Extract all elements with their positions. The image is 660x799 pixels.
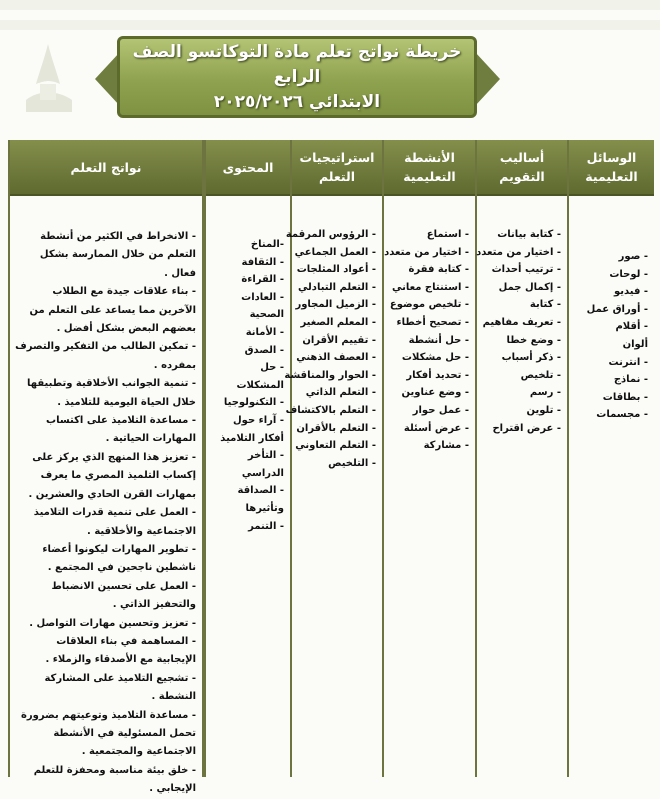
decorative-ornament-icon [18,40,78,120]
list-item: - مساعدة التلاميذ وتوعيتهم بضرورة تحمل المسئولية في الأنشطة الاجتماعية والمجتمعية . [21,709,196,758]
list-item: - استنتاج معاني [391,281,469,293]
list-item: - تشجيع التلاميذ على المشاركة النشطة . [44,672,196,703]
list-item: - مجسمات [596,409,648,421]
list-item: - التعلم بالأقران [296,422,376,434]
list-item: - إكمال جمل [498,281,561,293]
list-item: - القراءة [241,274,284,286]
list-item: - نماذج [613,374,648,386]
list-item: - العمل الجماعي [294,246,376,258]
column-body [284,196,382,777]
column-header: أساليب التقويم [477,140,567,196]
list-item: - مشاركة [423,440,469,452]
list-item: - الصداقة وتأثيرها [237,485,284,514]
column-header: المحتوى [206,140,290,196]
column-assessment [475,140,567,777]
list-item: - أعواد المثلجات [296,264,376,276]
column-activities [382,140,475,777]
column-content [204,140,290,777]
list-item: - رسم [529,387,561,399]
column-learning-outcomes [8,140,204,795]
list-item: - تعزيز وتحسين مهارات التواصل . [29,617,196,629]
list-item: - خلق بيئة مناسبة ومحفزة للتعلم الإيجابي . [33,764,196,795]
column-body [206,196,290,777]
list-item: - اختيار من متعدد [476,246,561,258]
list-item: - لوحات [609,268,648,280]
list-item: - انترنت [608,356,648,368]
column-header: نواتج التعلم [10,140,202,196]
list-item: - تلخيص موضوع [389,299,469,311]
column-body [477,196,567,777]
list-item: - كتابة فقرة [408,264,469,276]
list-item: - الثقافة [241,256,284,268]
list-item: - استماع [426,229,469,240]
column-teaching-aids [567,140,654,777]
list-item: - التعلم التبادلي [297,281,376,293]
list-item: - ذكر أسباب [501,352,561,364]
list-item: - حل المشكلات [236,362,284,391]
list-item: - وضع خطا [506,334,561,346]
list-item: - العمل على تنمية قدرات التلاميذ الاجتماعية والأخلاقية . [33,507,196,537]
list-item: - كتابة [529,299,561,311]
title-banner [95,32,500,122]
list-item: - عرض اقتراح [492,422,561,434]
list-item: - عمل حوار [412,404,469,416]
list-item: - الانخراط في الكثير من أنشطة التعلم من خلال الممارسة بشكل فعال . [39,231,196,279]
list-item: - تنمية الجوانب الأخلاقية وتطبيقها خلال الحياة اليومية للتلاميذ . [27,378,196,408]
list-item: - الأمانة [245,326,284,338]
list-item: - ترتيب أحداث [491,264,561,276]
list-item: - التكنولوجيا [223,397,284,409]
learning-outcomes-table [8,140,660,795]
list-item: - أوراق عمل [586,303,648,315]
page-title: خريطة نواتج تعلم مادة التوكاتسو الصف الرابع [132,41,462,87]
list-item: - تلخيص [520,369,561,381]
list-item: - حل أنشطة [408,334,469,346]
column-header: استراتيجيات التعلم [292,140,382,196]
list-item: - تقييم الأقران [302,334,376,346]
list-item: - كتابة بيانات [497,229,561,240]
list-item: - تلوين [526,404,561,416]
list-item: - التعلم التعاوني [295,440,376,452]
list-item: - التلخيص [328,457,376,469]
list-item: ألوان [622,338,648,350]
list-item: - بطاقات [602,391,648,403]
list-item: - الصدق [244,344,284,356]
list-item: - فيديو [613,286,648,298]
banner-plaque [117,36,477,118]
column-body [10,196,202,799]
list-item: - الحوار والمناقشة [284,369,376,381]
list-item: - تحديد أفكار [406,369,469,381]
list-item: - تعريف مفاهيم [482,316,561,328]
list-item: - اختيار من متعدد [384,246,469,258]
list-item: - التعلم بالاكتشاف [285,404,376,416]
page-subtitle: الابتدائي ٢٠٢٥/٢٠٢٦ [213,91,381,112]
list-item: - الزميل المجاور [295,299,376,311]
list-item: - حل مشكلات [401,352,469,364]
list-item: - تعزيز هذا المنهج الذي يركز على إكساب التلميذ المصري ما يعرف بمهارات القرن الحادي والعشرين . [28,451,196,500]
list-item: - مساعدة التلاميذ على اكتساب المهارات الحياتية . [46,415,196,445]
column-body [569,196,654,777]
list-item: - أقلام [615,321,648,333]
list-item: -المناخ [250,239,284,250]
list-item: - عرض أسئلة [403,422,469,434]
list-item: - التأخر الدراسي [241,450,284,479]
list-item: - وضع عناوين [401,387,469,399]
list-item: - التعلم الذاتي [305,387,376,399]
column-header: الأنشطة التعليمية [384,140,475,196]
column-strategies [284,140,382,777]
list-item: - التنمر [248,520,284,532]
list-item: - المعلم الصغير [300,316,376,328]
list-item: - العادات الصحية [241,291,284,321]
list-item: - العصف الذهني [296,352,376,364]
list-item: - تطوير المهارات ليكونوا أعضاء ناشطين ناجحين في المجتمع . [42,543,196,574]
column-header: الوسائل التعليمية [569,140,654,196]
list-item: - بناء علاقات جيدة مع الطلاب الآخرين مما يساعد على التعلم من بعضهم البعض بشكل أفضل . [29,286,196,335]
list-item: - العمل على تحسين الانضباط والتحفيز الذاتي . [51,580,196,611]
column-body [384,196,475,777]
list-item: - تصحيح أخطاء [396,316,469,328]
list-item: - تمكين الطالب من التفكير والتصرف بمفرده . [15,341,196,371]
list-item: - المساهمة في بناء العلاقات الإيجابية مع الأصدقاء والزملاء . [45,635,196,666]
list-item: - الرؤوس المرقمة [285,229,376,240]
list-item: - آراء حول أفكار التلاميذ [220,414,284,444]
list-item: - صور [618,251,648,262]
